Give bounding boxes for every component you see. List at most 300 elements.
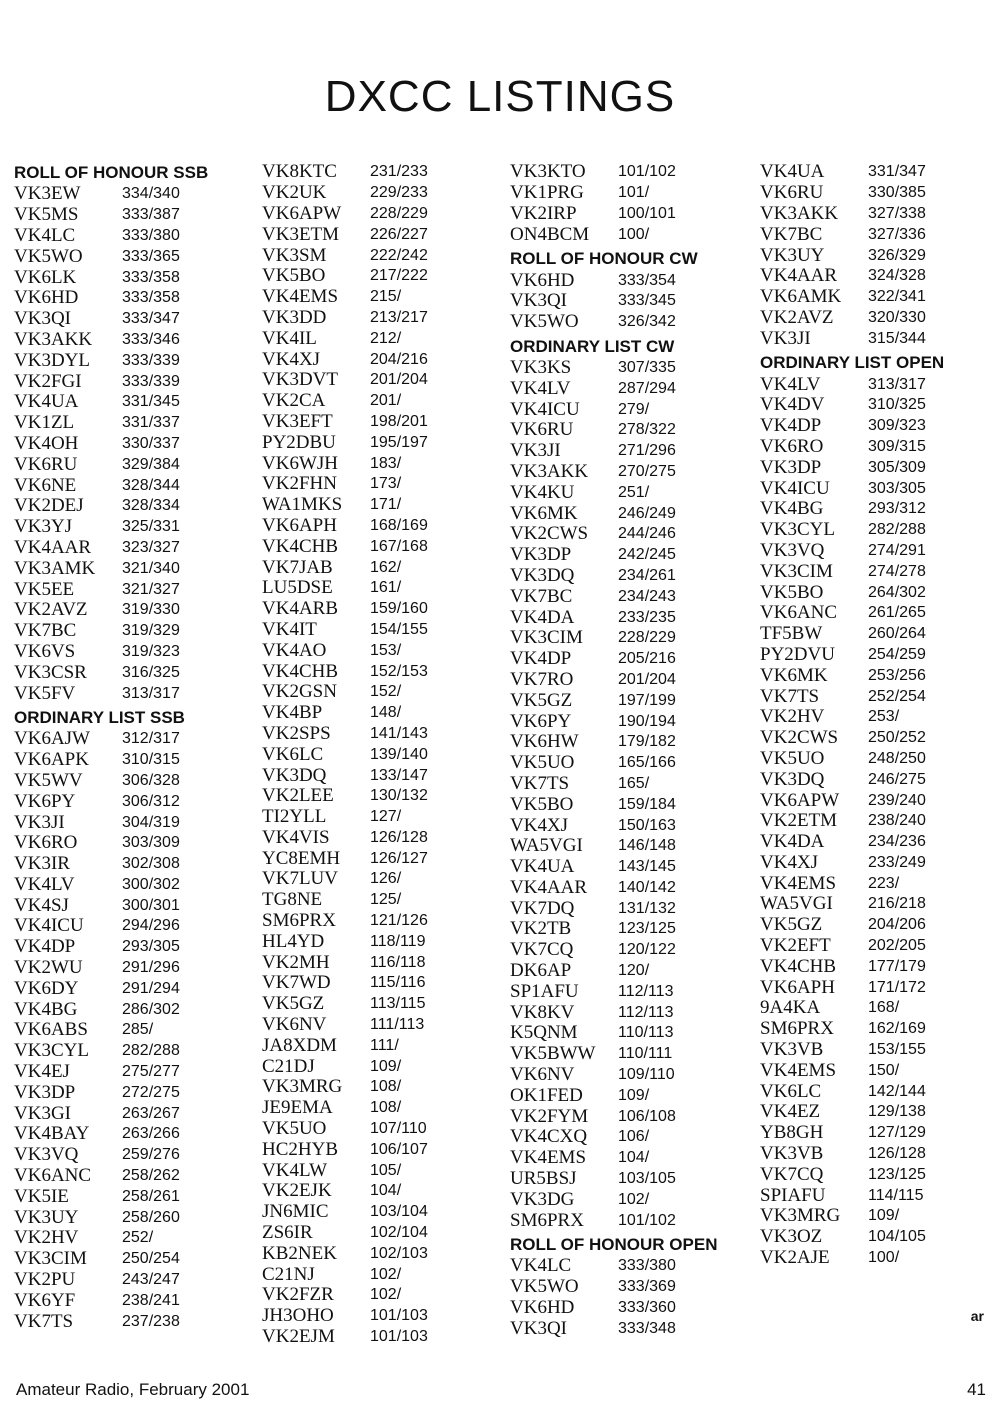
entity-score: 127/ bbox=[370, 808, 402, 826]
listing-entry bbox=[14, 184, 254, 205]
callsign: VK2CWS bbox=[510, 523, 589, 545]
listing-entry bbox=[760, 457, 1000, 478]
listing-entry bbox=[510, 961, 750, 982]
listing-entry bbox=[262, 682, 502, 703]
entity-score: 264/302 bbox=[868, 583, 926, 601]
callsign: VK6RO bbox=[760, 435, 824, 457]
listing-entry bbox=[760, 582, 1000, 603]
entity-score: 250/252 bbox=[868, 729, 926, 747]
listing-entry bbox=[760, 478, 1000, 499]
listing-entry bbox=[760, 853, 1000, 874]
callsign: VK4EMS bbox=[760, 872, 837, 894]
listing-entry bbox=[262, 1285, 502, 1306]
callsign: VK4AO bbox=[262, 639, 327, 661]
entity-score: 333/380 bbox=[122, 226, 180, 244]
callsign: VK6AJW bbox=[14, 728, 90, 750]
callsign: VK5UO bbox=[262, 1118, 327, 1140]
callsign: VK6AMK bbox=[760, 286, 842, 308]
entity-score: 333/339 bbox=[122, 372, 180, 390]
listing-entry bbox=[510, 981, 750, 1002]
listing-entry bbox=[262, 245, 502, 266]
listing-entry bbox=[760, 1060, 1000, 1081]
listing-entry bbox=[262, 724, 502, 745]
listing-entry bbox=[262, 1243, 502, 1264]
entity-score: 123/125 bbox=[868, 1165, 926, 1183]
listing-entry bbox=[510, 607, 750, 628]
callsign: VK3DP bbox=[14, 1081, 76, 1103]
listing-entry bbox=[510, 270, 750, 291]
entity-score: 165/ bbox=[618, 774, 650, 792]
entity-score: 271/296 bbox=[618, 442, 676, 460]
listing-entry bbox=[262, 1077, 502, 1098]
listing-entry bbox=[14, 600, 254, 621]
listing-column-1 bbox=[14, 162, 254, 1332]
callsign: VK5WO bbox=[510, 1276, 579, 1298]
callsign: VK4AAR bbox=[760, 265, 838, 287]
callsign: C21NJ bbox=[262, 1263, 315, 1285]
entity-score: 333/348 bbox=[618, 1319, 676, 1337]
listing-entry bbox=[510, 794, 750, 815]
entity-score: 333/339 bbox=[122, 351, 180, 369]
entity-score: 143/145 bbox=[618, 858, 676, 876]
callsign: VK2EJK bbox=[262, 1180, 332, 1202]
callsign: VK2FYM bbox=[510, 1105, 589, 1127]
callsign: VK6VS bbox=[14, 640, 76, 662]
callsign: VK3AKK bbox=[510, 460, 589, 482]
entity-score: 233/249 bbox=[868, 853, 926, 871]
listing-entry bbox=[510, 1318, 750, 1339]
entity-score: 197/199 bbox=[618, 691, 676, 709]
entity-score: 101/ bbox=[618, 184, 650, 202]
callsign: VK7WD bbox=[262, 972, 331, 994]
callsign: VK6WJH bbox=[262, 452, 338, 474]
callsign: 9A4KA bbox=[760, 997, 821, 1019]
callsign: VK4ICU bbox=[760, 477, 830, 499]
entity-score: 293/305 bbox=[122, 938, 180, 956]
entity-score: 333/360 bbox=[618, 1299, 676, 1317]
listing-entry bbox=[262, 640, 502, 661]
callsign: VK3QI bbox=[510, 290, 567, 312]
listing-entry bbox=[14, 1270, 254, 1291]
entity-score: 333/380 bbox=[618, 1257, 676, 1275]
listing-entry bbox=[760, 977, 1000, 998]
listing-entry bbox=[262, 287, 502, 308]
callsign: WA5VGI bbox=[760, 893, 833, 915]
callsign: VK6RU bbox=[510, 419, 574, 441]
listing-entry bbox=[14, 1145, 254, 1166]
listing-entry bbox=[510, 566, 750, 587]
callsign: VK2MH bbox=[262, 951, 330, 973]
listing-entry bbox=[14, 558, 254, 579]
listing-entry bbox=[262, 890, 502, 911]
callsign: VK6APK bbox=[14, 749, 89, 771]
callsign: VK2HV bbox=[14, 1227, 79, 1249]
callsign: VK4AAR bbox=[14, 536, 92, 558]
listing-entry bbox=[14, 937, 254, 958]
listing-entry bbox=[262, 744, 502, 765]
listing-entry bbox=[262, 1306, 502, 1327]
entity-score: 100/ bbox=[868, 1249, 900, 1267]
callsign: VK2FGI bbox=[14, 370, 82, 392]
callsign: VK5WV bbox=[14, 769, 83, 791]
callsign: VK3QI bbox=[14, 308, 71, 330]
entity-score: 171/172 bbox=[868, 978, 926, 996]
entity-score: 101/102 bbox=[618, 163, 676, 181]
listing-entry bbox=[510, 670, 750, 691]
listing-entry bbox=[510, 358, 750, 379]
callsign: VK5BWW bbox=[510, 1043, 596, 1065]
listing-entry bbox=[510, 732, 750, 753]
listing-entry bbox=[760, 541, 1000, 562]
callsign: VK4ARB bbox=[262, 598, 339, 620]
listing-entry bbox=[510, 1189, 750, 1210]
callsign: VK2IRP bbox=[510, 202, 577, 224]
entity-score: 222/242 bbox=[370, 246, 428, 264]
entity-score: 177/179 bbox=[868, 957, 926, 975]
entity-score: 159/184 bbox=[618, 795, 676, 813]
section-heading: ROLL OF HONOUR SSB bbox=[14, 163, 209, 182]
entity-score: 112/113 bbox=[618, 982, 674, 1000]
listing-entry bbox=[14, 1186, 254, 1207]
listing-entry bbox=[510, 1277, 750, 1298]
listing-entry bbox=[760, 308, 1000, 329]
callsign: VK3EFT bbox=[262, 410, 333, 432]
entity-score: 272/275 bbox=[122, 1083, 180, 1101]
entity-score: 305/309 bbox=[868, 458, 926, 476]
entity-score: 103/105 bbox=[618, 1170, 676, 1188]
listing-entry bbox=[262, 848, 502, 869]
entity-score: 229/233 bbox=[370, 184, 428, 202]
callsign: VK4DP bbox=[760, 415, 822, 437]
callsign: VK5BO bbox=[510, 793, 574, 815]
listing-entry bbox=[262, 1202, 502, 1223]
entity-score: 333/345 bbox=[618, 292, 676, 310]
callsign: VK5UO bbox=[510, 752, 575, 774]
callsign: VK4EZ bbox=[760, 1101, 821, 1123]
footer-publication: Amateur Radio, February 2001 bbox=[16, 1380, 250, 1399]
callsign: VK6ANC bbox=[760, 602, 838, 624]
listing-entry bbox=[760, 728, 1000, 749]
entity-score: 159/160 bbox=[370, 600, 428, 618]
listing-entry bbox=[760, 1019, 1000, 1040]
callsign: VK7RO bbox=[510, 668, 574, 690]
callsign: VK5GZ bbox=[262, 993, 325, 1015]
callsign: VK4CXQ bbox=[510, 1126, 588, 1148]
callsign: VK1PRG bbox=[510, 182, 584, 204]
entity-score: 234/243 bbox=[618, 587, 676, 605]
listing-entry bbox=[262, 1035, 502, 1056]
listing-entry bbox=[262, 370, 502, 391]
callsign: VK2FHN bbox=[262, 473, 337, 495]
entity-score: 150/163 bbox=[618, 816, 676, 834]
callsign: VK6YF bbox=[14, 1289, 76, 1311]
callsign: VK7LUV bbox=[262, 868, 338, 890]
entity-score: 259/276 bbox=[122, 1146, 180, 1164]
listing-entry bbox=[262, 952, 502, 973]
callsign: VK3VQ bbox=[760, 539, 825, 561]
entity-score: 323/327 bbox=[122, 538, 180, 556]
listing-entry bbox=[14, 246, 254, 267]
callsign: VK2TB bbox=[510, 918, 572, 940]
entity-score: 300/301 bbox=[122, 896, 180, 914]
entity-score: 121/126 bbox=[370, 912, 428, 930]
listing-column-2 bbox=[262, 162, 502, 1347]
callsign: VK3VB bbox=[760, 1039, 824, 1061]
entity-score: 129/138 bbox=[868, 1103, 926, 1121]
listing-entry bbox=[510, 482, 750, 503]
entity-score: 101/103 bbox=[370, 1328, 428, 1346]
callsign: VK4LC bbox=[510, 1255, 572, 1277]
entity-score: 250/254 bbox=[122, 1250, 180, 1268]
entity-score: 333/358 bbox=[122, 289, 180, 307]
listing-entry bbox=[760, 645, 1000, 666]
listing-entry bbox=[262, 1327, 502, 1348]
entity-score: 333/387 bbox=[122, 206, 180, 224]
listing-entry bbox=[510, 878, 750, 899]
entity-score: 202/205 bbox=[868, 937, 926, 955]
listing-entry bbox=[510, 1127, 750, 1148]
callsign: VK6NV bbox=[510, 1064, 575, 1086]
entity-score: 326/342 bbox=[618, 313, 676, 331]
listing-entry bbox=[14, 330, 254, 351]
listing-entry bbox=[262, 349, 502, 370]
callsign: K5QNM bbox=[510, 1022, 578, 1044]
entity-score: 161/ bbox=[370, 579, 402, 597]
listing-entry bbox=[14, 350, 254, 371]
listing-entry bbox=[262, 786, 502, 807]
callsign: VK3DVT bbox=[262, 369, 338, 391]
callsign: VK4BG bbox=[14, 998, 78, 1020]
entity-score: 246/275 bbox=[868, 770, 926, 788]
entity-score: 228/229 bbox=[370, 204, 428, 222]
entity-score: 334/340 bbox=[122, 185, 180, 203]
callsign: JA8XDM bbox=[262, 1034, 337, 1056]
entity-score: 126/ bbox=[370, 870, 402, 888]
entity-score: 239/240 bbox=[868, 791, 926, 809]
entity-score: 216/218 bbox=[868, 895, 926, 913]
entity-score: 302/308 bbox=[122, 855, 180, 873]
entity-score: 106/108 bbox=[618, 1107, 676, 1125]
listing-entry bbox=[510, 1002, 750, 1023]
listing-entry bbox=[760, 936, 1000, 957]
listing-entry bbox=[510, 898, 750, 919]
entity-score: 258/260 bbox=[122, 1208, 180, 1226]
listing-entry bbox=[14, 729, 254, 750]
listing-entry bbox=[510, 441, 750, 462]
callsign: VK3DQ bbox=[760, 768, 825, 790]
listing-entry bbox=[262, 557, 502, 578]
listing-entry bbox=[14, 413, 254, 434]
entity-score: 103/104 bbox=[370, 1203, 428, 1221]
callsign: VK3DP bbox=[760, 456, 822, 478]
entity-score: 321/340 bbox=[122, 559, 180, 577]
listing-entry bbox=[510, 1044, 750, 1065]
listing-entry bbox=[262, 1181, 502, 1202]
callsign: VK6APW bbox=[262, 202, 342, 224]
entity-score: 109/ bbox=[868, 1207, 900, 1225]
callsign: VK3CIM bbox=[14, 1248, 87, 1270]
entity-score: 313/317 bbox=[122, 684, 180, 702]
entity-score: 109/ bbox=[370, 1057, 402, 1075]
entity-score: 263/266 bbox=[122, 1125, 180, 1143]
listing-entry bbox=[14, 833, 254, 854]
callsign: VK6APH bbox=[262, 514, 337, 536]
listing-entry bbox=[510, 711, 750, 732]
entity-score: 243/247 bbox=[122, 1271, 180, 1289]
callsign: VK4LV bbox=[510, 377, 571, 399]
entity-score: 162/ bbox=[370, 558, 402, 576]
callsign: KB2NEK bbox=[262, 1242, 337, 1264]
callsign: TG8NE bbox=[262, 889, 323, 911]
listing-entry bbox=[510, 162, 750, 183]
callsign: VK2HV bbox=[760, 706, 825, 728]
listing-entry bbox=[262, 391, 502, 412]
section-heading: ORDINARY LIST CW bbox=[510, 336, 675, 356]
entity-score: 315/344 bbox=[868, 329, 926, 347]
listing-entry bbox=[510, 204, 750, 225]
entity-score: 333/365 bbox=[122, 247, 180, 265]
listing-entry bbox=[760, 520, 1000, 541]
callsign: VK6DY bbox=[14, 977, 79, 999]
listing-entry bbox=[760, 998, 1000, 1019]
callsign: VK7BC bbox=[760, 223, 823, 245]
entity-score: 102/103 bbox=[370, 1244, 428, 1262]
listing-entry bbox=[262, 703, 502, 724]
entity-score: 152/ bbox=[370, 683, 402, 701]
callsign: SM6PRX bbox=[760, 1018, 834, 1040]
listing-entry bbox=[510, 503, 750, 524]
listing-entry bbox=[760, 416, 1000, 437]
entity-score: 110/111 bbox=[618, 1045, 673, 1063]
listing-entry bbox=[760, 894, 1000, 915]
callsign: LU5DSE bbox=[262, 577, 333, 599]
callsign: VK6NV bbox=[262, 1014, 327, 1036]
listing-entry bbox=[510, 420, 750, 441]
listing-entry bbox=[262, 828, 502, 849]
callsign: VK4LC bbox=[14, 224, 76, 246]
callsign: VK6LK bbox=[14, 266, 77, 288]
callsign: SP1AFU bbox=[510, 980, 579, 1002]
callsign: PY2DVU bbox=[760, 643, 835, 665]
listing-entry bbox=[262, 516, 502, 537]
callsign: VK3DD bbox=[262, 306, 327, 328]
entity-score: 300/302 bbox=[122, 875, 180, 893]
listing-entry bbox=[760, 374, 1000, 395]
listing-entry bbox=[14, 791, 254, 812]
entity-score: 215/ bbox=[370, 288, 402, 306]
entity-score: 319/330 bbox=[122, 601, 180, 619]
callsign: VK3CIM bbox=[510, 627, 583, 649]
callsign: VK4UA bbox=[760, 161, 825, 183]
entity-score: 320/330 bbox=[868, 308, 926, 326]
callsign: VK7TS bbox=[14, 1310, 74, 1332]
callsign: VK3JI bbox=[760, 327, 811, 349]
listing-entry bbox=[14, 517, 254, 538]
callsign: VK6MK bbox=[760, 664, 828, 686]
callsign: VK4DV bbox=[760, 394, 825, 416]
callsign: VK6APH bbox=[760, 976, 835, 998]
entity-score: 333/354 bbox=[618, 271, 676, 289]
listing-entry bbox=[760, 603, 1000, 624]
listing-entry bbox=[510, 815, 750, 836]
entity-score: 107/110 bbox=[370, 1120, 427, 1138]
entity-score: 303/309 bbox=[122, 834, 180, 852]
listing-entry bbox=[14, 371, 254, 392]
listing-entry bbox=[262, 1119, 502, 1140]
callsign: VK5WO bbox=[14, 245, 83, 267]
callsign: VK2GSN bbox=[262, 681, 337, 703]
listing-entry bbox=[14, 496, 254, 517]
callsign: VK4SJ bbox=[14, 894, 69, 916]
listing-entry bbox=[760, 956, 1000, 977]
listing-entry bbox=[262, 453, 502, 474]
callsign: VK8KTC bbox=[262, 161, 337, 183]
listing-entry bbox=[262, 994, 502, 1015]
entity-score: 165/166 bbox=[618, 754, 676, 772]
entity-score: 205/216 bbox=[618, 650, 676, 668]
listing-entry bbox=[14, 1228, 254, 1249]
callsign: VK4ICU bbox=[14, 915, 84, 937]
listing-entry bbox=[262, 911, 502, 932]
listing-entry bbox=[760, 183, 1000, 204]
entity-score: 331/337 bbox=[122, 414, 180, 432]
callsign: VK3KTO bbox=[510, 161, 586, 183]
entity-score: 319/323 bbox=[122, 642, 180, 660]
callsign: VK4EMS bbox=[262, 286, 339, 308]
entity-score: 316/325 bbox=[122, 663, 180, 681]
listing-entry bbox=[262, 931, 502, 952]
callsign: VK2AVZ bbox=[14, 599, 88, 621]
listing-entry bbox=[14, 1311, 254, 1332]
listing-entry bbox=[14, 854, 254, 875]
listing-entry bbox=[510, 1169, 750, 1190]
entity-score: 201/204 bbox=[370, 371, 428, 389]
page-title: DXCC LISTINGS bbox=[324, 72, 676, 121]
listing-entry bbox=[510, 1106, 750, 1127]
entity-score: 123/125 bbox=[618, 920, 676, 938]
callsign: VK4OH bbox=[14, 432, 79, 454]
callsign: VK6ABS bbox=[14, 1019, 88, 1041]
entity-score: 142/144 bbox=[868, 1082, 926, 1100]
callsign: VK4LV bbox=[760, 373, 821, 395]
callsign: VK3GI bbox=[14, 1102, 71, 1124]
listing-entry bbox=[14, 1249, 254, 1270]
callsign: VK7JAB bbox=[262, 556, 333, 578]
entity-score: 116/118 bbox=[370, 953, 426, 971]
entity-score: 115/116 bbox=[370, 974, 426, 992]
entity-score: 306/328 bbox=[122, 771, 180, 789]
entity-score: 106/ bbox=[618, 1128, 650, 1146]
entity-score: 313/317 bbox=[868, 375, 926, 393]
listing-entry bbox=[510, 545, 750, 566]
callsign: VK6NE bbox=[14, 474, 77, 496]
entity-score: 330/337 bbox=[122, 434, 180, 452]
listing-entry bbox=[760, 437, 1000, 458]
entity-score: 310/325 bbox=[868, 396, 926, 414]
entity-score: 303/305 bbox=[868, 479, 926, 497]
listing-entry bbox=[510, 919, 750, 940]
listing-entry bbox=[760, 204, 1000, 225]
callsign: VK2PU bbox=[14, 1269, 76, 1291]
entity-score: 327/336 bbox=[868, 225, 926, 243]
callsign: VK5MS bbox=[14, 204, 79, 226]
callsign: VK7BC bbox=[14, 620, 77, 642]
listing-entry bbox=[510, 1085, 750, 1106]
entity-score: 179/182 bbox=[618, 733, 676, 751]
listing-entry bbox=[262, 1015, 502, 1036]
callsign: VK3CSR bbox=[14, 661, 87, 683]
callsign: VK3DYL bbox=[14, 349, 90, 371]
